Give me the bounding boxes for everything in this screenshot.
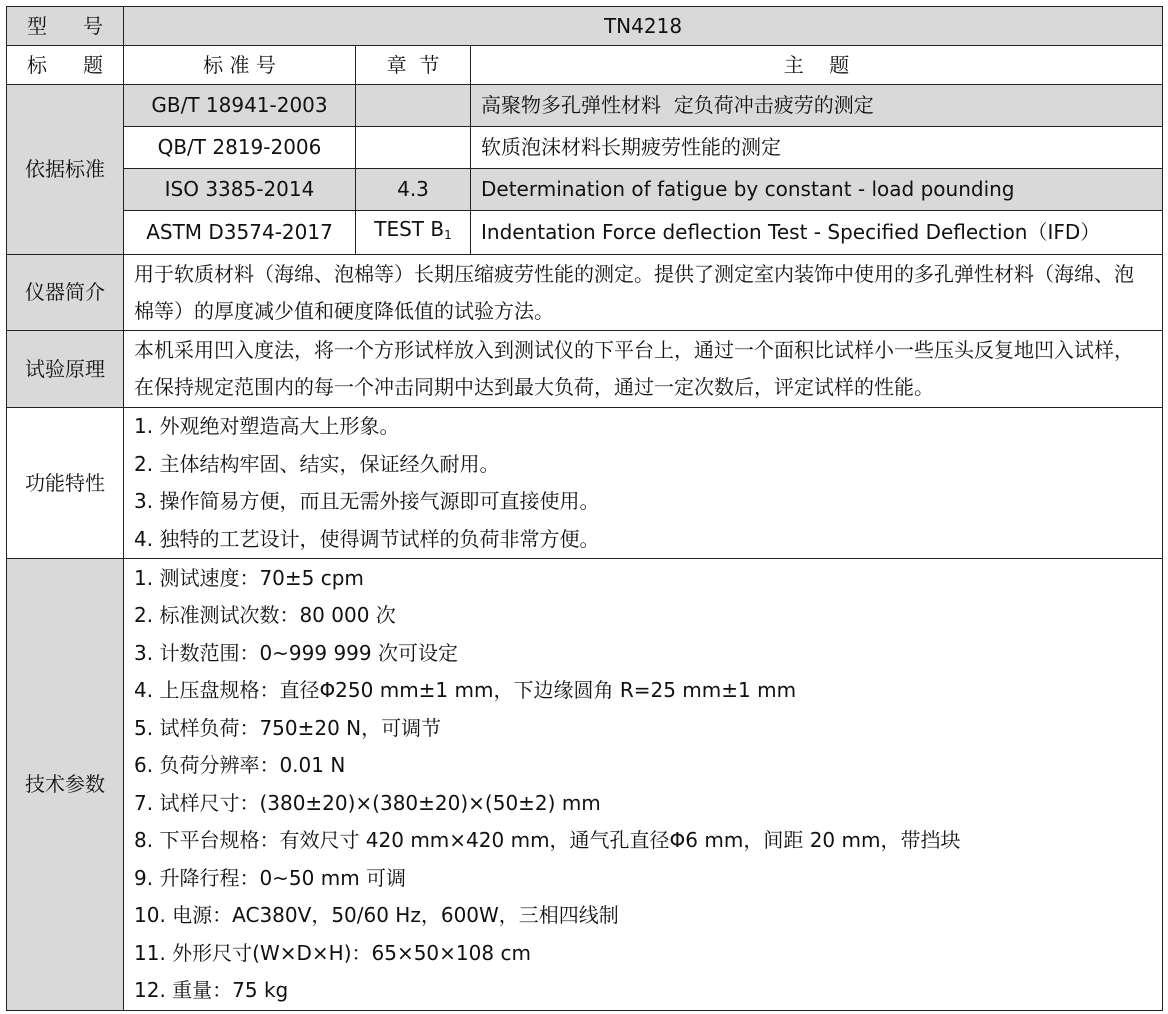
feature-item: 2. 主体结构牢固、结实，保证经久耐用。: [134, 451, 500, 476]
feature-item: 4. 独特的工艺设计，使得调节试样的负荷非常方便。: [134, 526, 600, 551]
intro-text-cell: [124, 255, 1163, 331]
title-label-cell: [7, 46, 124, 85]
spec-item: 1. 测试速度：70±5 cpm: [134, 565, 364, 590]
basis-label: 依据标准: [7, 85, 124, 255]
basis-standard-4: ASTM D3574-2017: [124, 211, 356, 255]
spec-item: 8. 下平台规格：有效尺寸 420 mm×420 mm，通气孔直径Φ6 mm，间距 20 mm，带挡块: [134, 828, 961, 852]
basis-subject-3: Determination of fatigue by constant - load pounding: [471, 169, 1163, 211]
spec-item: 12. 重量：75 kg: [134, 978, 289, 1002]
basis-standard-2: QB/T 2819-2006: [124, 127, 356, 169]
col-header-subject: 主 题: [471, 46, 1163, 85]
features-label: 功能特性: [7, 408, 124, 559]
spec-item: 10. 电源：AC380V，50/60 Hz，600W，三相四线制: [134, 903, 619, 927]
spec-item: 7. 试样尺寸：(380±20)×(380±20)×(50±2) mm: [134, 790, 601, 815]
col-header-chapter: 章 节: [356, 46, 471, 85]
model-label-b: 号: [83, 13, 103, 38]
basis-chapter-2: [356, 127, 471, 169]
basis-standard-3: ISO 3385-2014: [124, 169, 356, 211]
principle-text-cell: [124, 331, 1163, 408]
basis-chapter-1: [356, 85, 471, 127]
principle-label: 试验原理: [7, 331, 124, 408]
chapter-4-sub: 1: [444, 228, 452, 242]
basis-subject-1: 高聚物多孔弹性材料 定负荷冲击疲劳的测定: [471, 85, 1163, 127]
specs-label: 技术参数: [7, 559, 124, 1011]
features-list: [124, 408, 1163, 559]
basis-chapter-3: 4.3: [356, 169, 471, 211]
model-label-cell: [7, 7, 124, 46]
spec-item: 5. 试样负荷：750±20 N，可调节: [134, 715, 442, 740]
spec-table: [6, 6, 1163, 1011]
chapter-4-main: TEST B: [374, 217, 445, 241]
specs-list: [124, 559, 1163, 1011]
spec-item: 11. 外形尺寸(W×D×H)：65×50×108 cm: [134, 940, 531, 965]
intro-label: 仪器简介: [7, 255, 124, 331]
basis-chapter-4: [356, 211, 471, 255]
spec-item: 2. 标准测试次数：80 000 次: [134, 603, 396, 627]
feature-item: 1. 外观绝对塑造高大上形象。: [134, 414, 400, 438]
intro-text: 用于软质材料（海绵、泡棉等）长期压缩疲劳性能的测定。提供了测定室内装饰中使用的多孔弹性材料（海绵、泡棉等）的厚度减少值和硬度降低值的试验方法。: [134, 261, 1134, 323]
model-value: TN4218: [124, 7, 1163, 46]
feature-item: 3. 操作简易方便，而且无需外接气源即可直接使用。: [134, 489, 600, 513]
col-header-standard: 标 准 号: [124, 46, 356, 85]
basis-standard-1: GB/T 18941-2003: [124, 85, 356, 127]
title-label-b: 题: [83, 52, 103, 77]
spec-item: 4. 上压盘规格：直径Φ250 mm±1 mm，下边缘圆角 R=25 mm±1 mm: [134, 678, 797, 702]
title-label-a: 标: [27, 52, 47, 77]
model-label-a: 型: [27, 13, 47, 38]
spec-item: 3. 计数范围：0~999 999 次可设定: [134, 640, 458, 665]
basis-subject-4: Indentation Force deflection Test - Specified Deflection（IFD）: [471, 211, 1163, 255]
spec-item: 6. 负荷分辨率：0.01 N: [134, 753, 346, 777]
spec-item: 9. 升降行程：0~50 mm 可调: [134, 865, 407, 890]
principle-text: 本机采用凹入度法，将一个方形试样放入到测试仪的下平台上，通过一个面积比试样小一些压头反复地凹入试样，在保持规定范围内的每一个冲击同期中达到最大负荷，通过一定次数后，评定试样的性能。: [134, 338, 1134, 399]
basis-subject-2: 软质泡沫材料长期疲劳性能的测定: [471, 127, 1163, 169]
